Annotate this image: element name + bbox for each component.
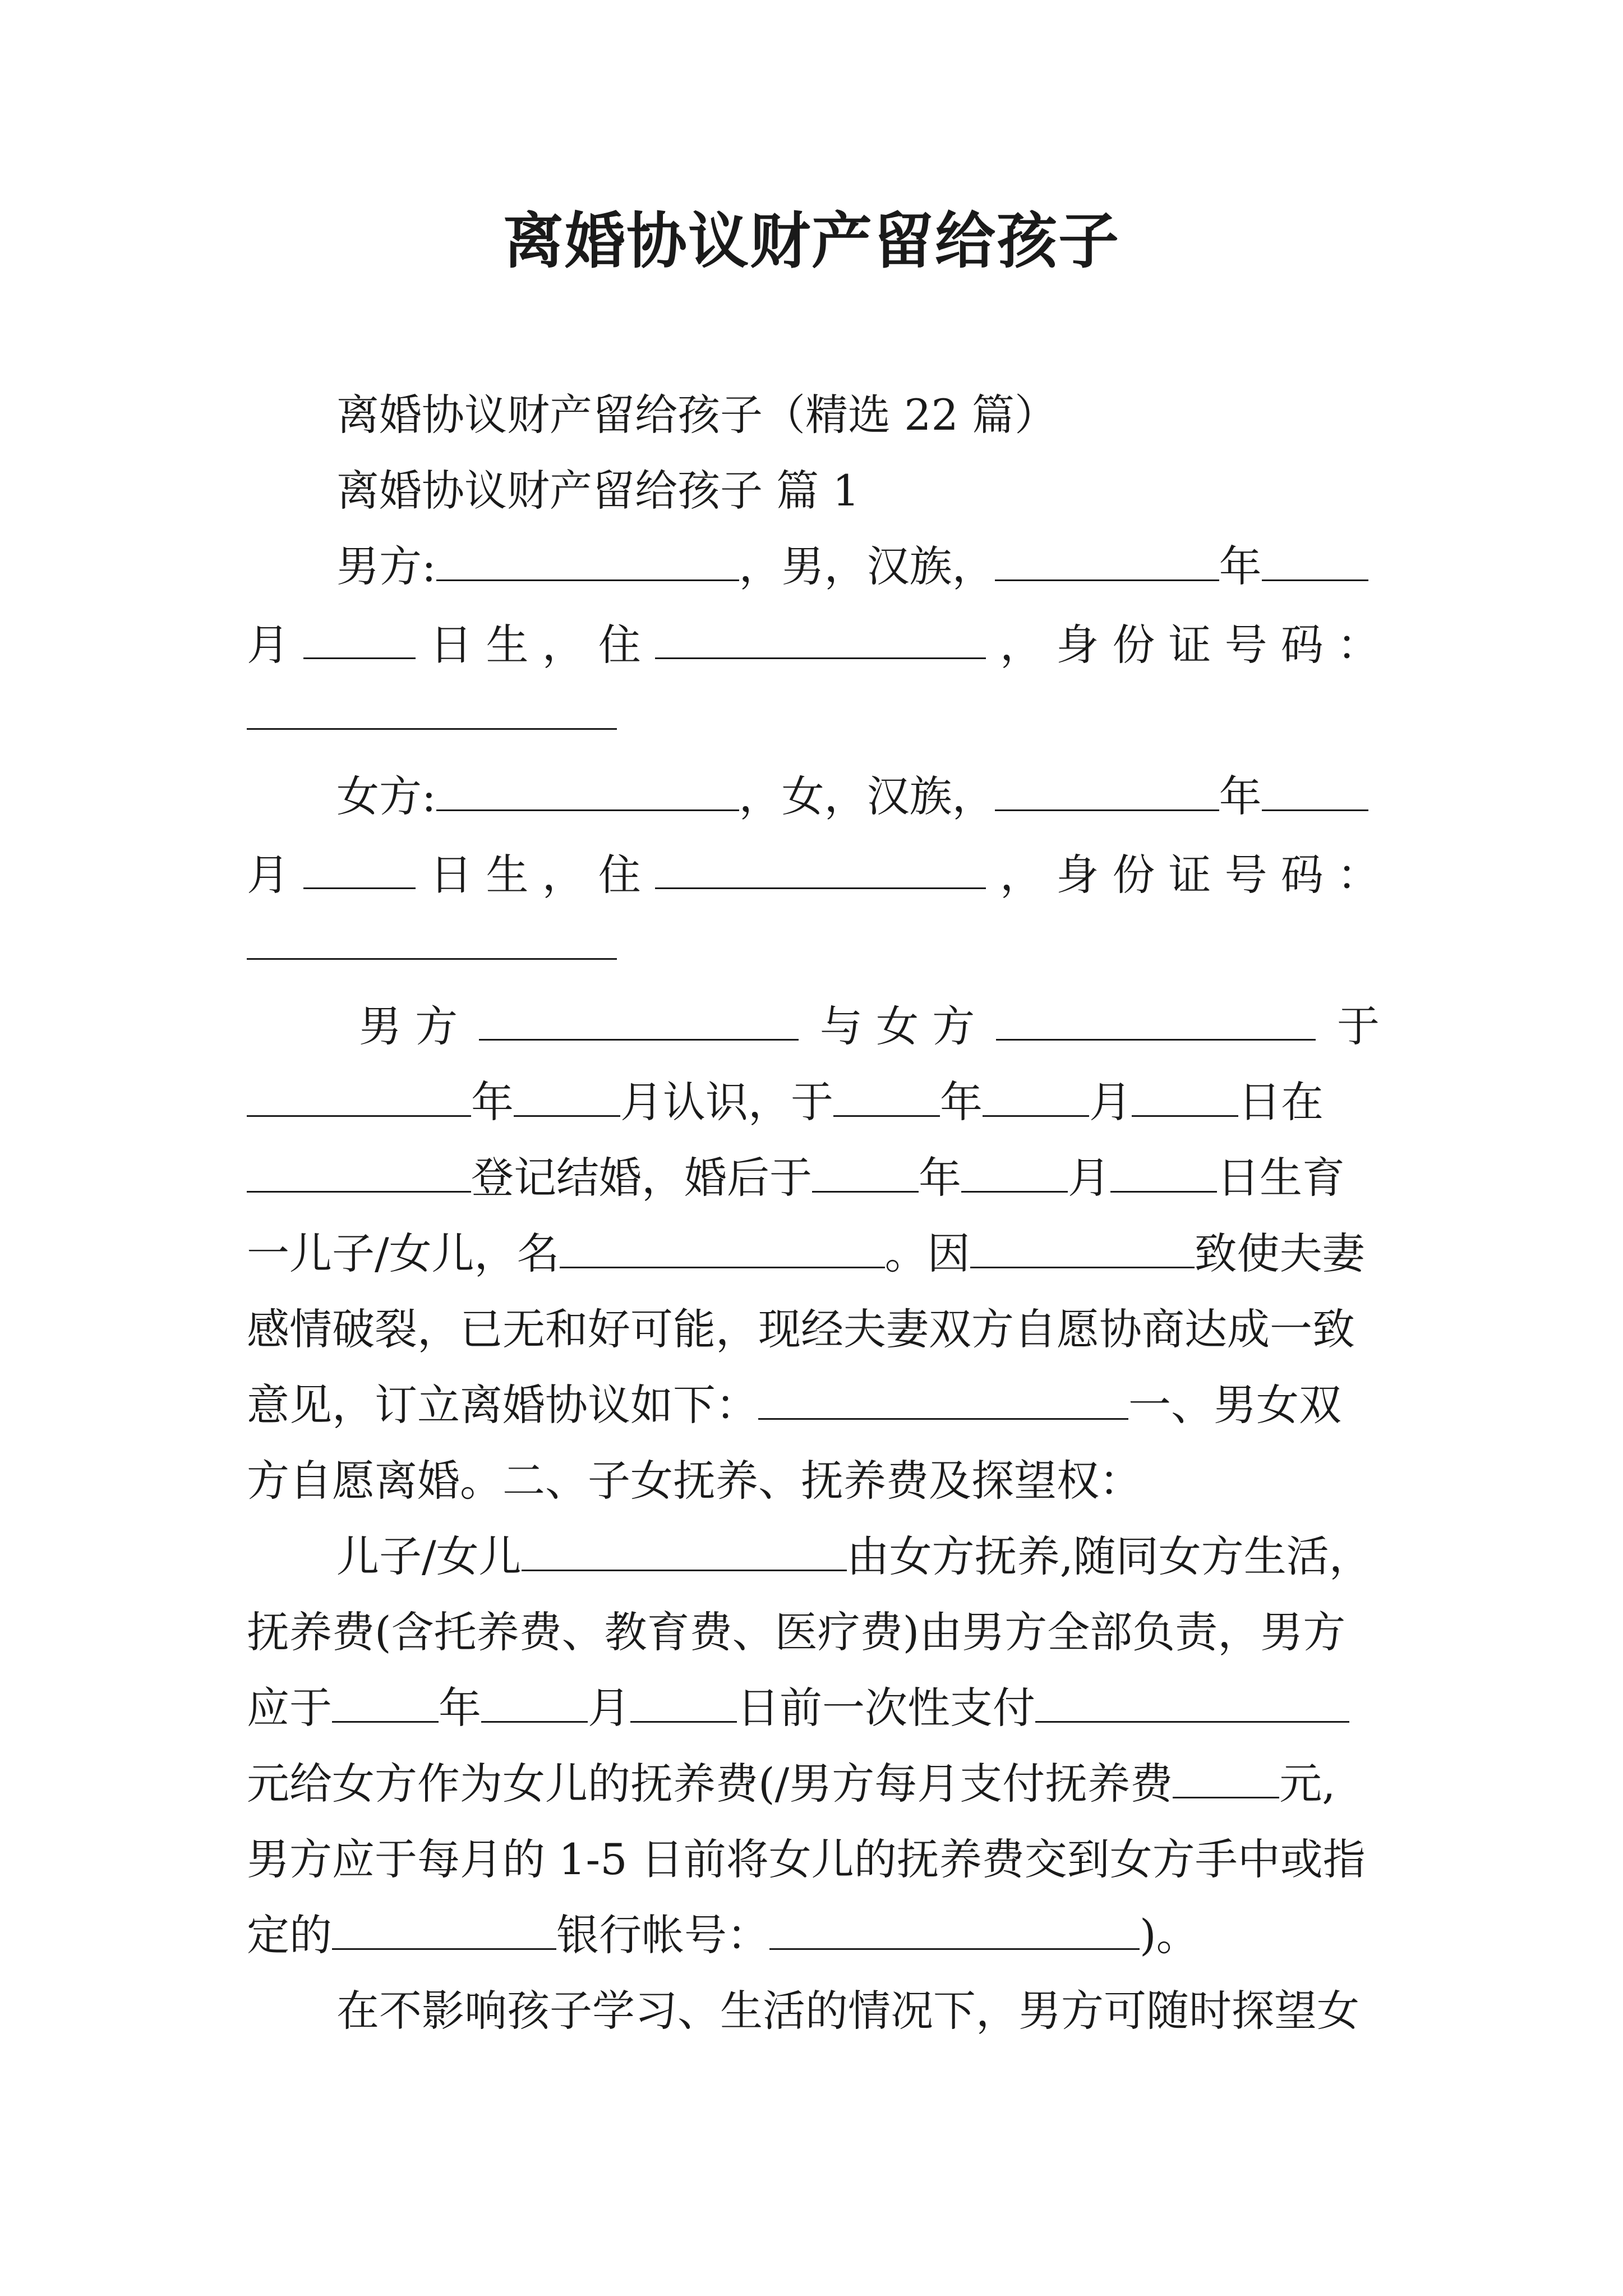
visit-line-1: 在不影响孩子学习、生活的情况下，男方可随时探望女 [336, 1986, 1359, 2036]
female-address-blank [655, 847, 986, 889]
custody-child-label: 儿子/女儿 [336, 1531, 522, 1581]
male-day-blank [303, 617, 416, 659]
met-month-blank [514, 1075, 620, 1117]
birth-month-blank [961, 1151, 1068, 1193]
custody-line-3 [247, 1680, 1380, 1736]
bank-name-blank [332, 1908, 556, 1950]
reg-year-blank [833, 1075, 940, 1117]
male-gender-text: ，男，汉族， [739, 541, 995, 591]
marriage-line-1 [359, 999, 1380, 1055]
custody-line-4 [247, 1756, 1380, 1812]
female-year-label: 年 [1219, 771, 1262, 821]
subtitle: 离婚协议财产留给孩子（精选 22 篇） [336, 390, 1058, 440]
custody-raised-by: 由女方抚养,随同女方生活， [846, 1531, 1372, 1581]
marriage-at: 于 [1337, 1001, 1380, 1051]
yuan-label: 元, [1279, 1759, 1336, 1809]
marriage-male: 男 方 [359, 1001, 458, 1051]
custody-line-6 [247, 1907, 1380, 1963]
female-day-born-live: 日 生 ， 住 [430, 850, 641, 900]
custody-child-blank [522, 1529, 847, 1571]
pay-year-label: 年 [439, 1683, 481, 1733]
pay-month-label: 月 [588, 1683, 630, 1733]
designated-label: 定的 [247, 1910, 332, 1960]
met-month-label: 月认识，于 [620, 1077, 833, 1127]
birth-month-label: 月 [1068, 1153, 1110, 1203]
child-name-blank [560, 1226, 885, 1268]
marriage-line-7: 方自愿离婚。二、子女抚养、抚养费及探望权： [247, 1456, 1142, 1506]
pay-day-label: 日前一次性支付 [737, 1683, 1035, 1733]
male-id-blank [247, 688, 617, 730]
reg-day-label: 日在 [1238, 1077, 1324, 1127]
birth-day-label: 日生育 [1217, 1153, 1345, 1203]
female-id-blank [247, 918, 617, 960]
birth-year-blank [812, 1151, 919, 1193]
marriage-with-female: 与 女 方 [819, 1001, 975, 1051]
marriage-male-blank [479, 999, 799, 1041]
registered-label: 登记结婚，婚后于 [471, 1153, 812, 1203]
pay-month-blank [481, 1681, 588, 1723]
pay-amount-blank [1035, 1681, 1349, 1723]
cause-blank [970, 1226, 1195, 1268]
female-year-blank [995, 769, 1219, 811]
section-heading: 离婚协议财产留给孩子 篇 1 [336, 466, 860, 516]
bank-account-label: 银行帐号： [556, 1910, 769, 1960]
agreement-intro: 意见，订立离婚协议如下： [247, 1380, 758, 1430]
document-title: 离婚协议财产留给孩子 [502, 206, 1120, 277]
birth-day-blank [1110, 1151, 1217, 1193]
male-month-blank [1262, 539, 1368, 581]
male-day-born-live: 日 生 ， 住 [430, 620, 641, 670]
reg-place-blank [247, 1151, 471, 1193]
child-name-label: 一儿子/女儿，名 [247, 1228, 560, 1278]
reg-day-blank [1132, 1075, 1238, 1117]
female-party-line-1 [336, 769, 1380, 825]
bank-account-blank [769, 1908, 1140, 1950]
agreement-blank [758, 1378, 1128, 1420]
male-party-line-1 [336, 539, 1380, 595]
female-id-label: ， 身 份 证 号 码 ： [1000, 850, 1380, 900]
female-day-blank [303, 847, 416, 889]
female-label: 女方: [336, 771, 436, 821]
male-party-line-3 [247, 687, 617, 743]
pay-day-blank [630, 1681, 737, 1723]
birth-year-label: 年 [919, 1153, 961, 1203]
pay-year-blank [332, 1681, 439, 1723]
female-party-line-3 [247, 917, 617, 973]
reg-year-label: 年 [940, 1077, 983, 1127]
female-party-line-2 [247, 847, 1380, 903]
marriage-line-5: 感情破裂，已无和好可能，现经夫妻双方自愿协商达成一致 [247, 1304, 1355, 1354]
clause-one-start: 一、男女双 [1128, 1380, 1341, 1430]
female-month-blank [1262, 769, 1368, 811]
marriage-line-4 [247, 1226, 1380, 1282]
custody-line-5: 男方应于每月的 1-5 日前将女儿的抚养费交到女方手中或指 [247, 1834, 1366, 1884]
met-year-label: 年 [471, 1077, 514, 1127]
marriage-line-2 [247, 1074, 1380, 1130]
male-month-label: 月 [247, 620, 289, 670]
male-name-blank [436, 539, 739, 581]
custody-line-1 [336, 1529, 1380, 1585]
female-name-blank [436, 769, 739, 811]
reg-month-label: 月 [1089, 1077, 1132, 1127]
male-party-line-2 [247, 617, 1380, 673]
reg-month-blank [983, 1075, 1089, 1117]
support-fee-text: 元给女方作为女儿的抚养费(/男方每月支付抚养费 [247, 1759, 1173, 1809]
custody-line-2: 抚养费(含托养费、教育费、医疗费)由男方全部负责，男方 [247, 1607, 1346, 1657]
cause-label: 。因 [884, 1228, 970, 1278]
male-id-label: ， 身 份 证 号 码 ： [1000, 620, 1380, 670]
male-label: 男方: [336, 541, 436, 591]
male-year-blank [995, 539, 1219, 581]
male-address-blank [655, 617, 986, 659]
female-month-label: 月 [247, 850, 289, 900]
marriage-line-3 [247, 1150, 1380, 1206]
met-year-blank [247, 1075, 471, 1117]
result-label: 致使夫妻 [1194, 1228, 1365, 1278]
custody-close: )。 [1140, 1910, 1199, 1960]
male-year-label: 年 [1219, 541, 1262, 591]
female-gender-text: ，女，汉族， [739, 771, 995, 821]
should-pay-label: 应于 [247, 1683, 332, 1733]
marriage-female-blank [996, 999, 1316, 1041]
marriage-line-6 [247, 1377, 1380, 1433]
monthly-fee-blank [1173, 1756, 1279, 1798]
